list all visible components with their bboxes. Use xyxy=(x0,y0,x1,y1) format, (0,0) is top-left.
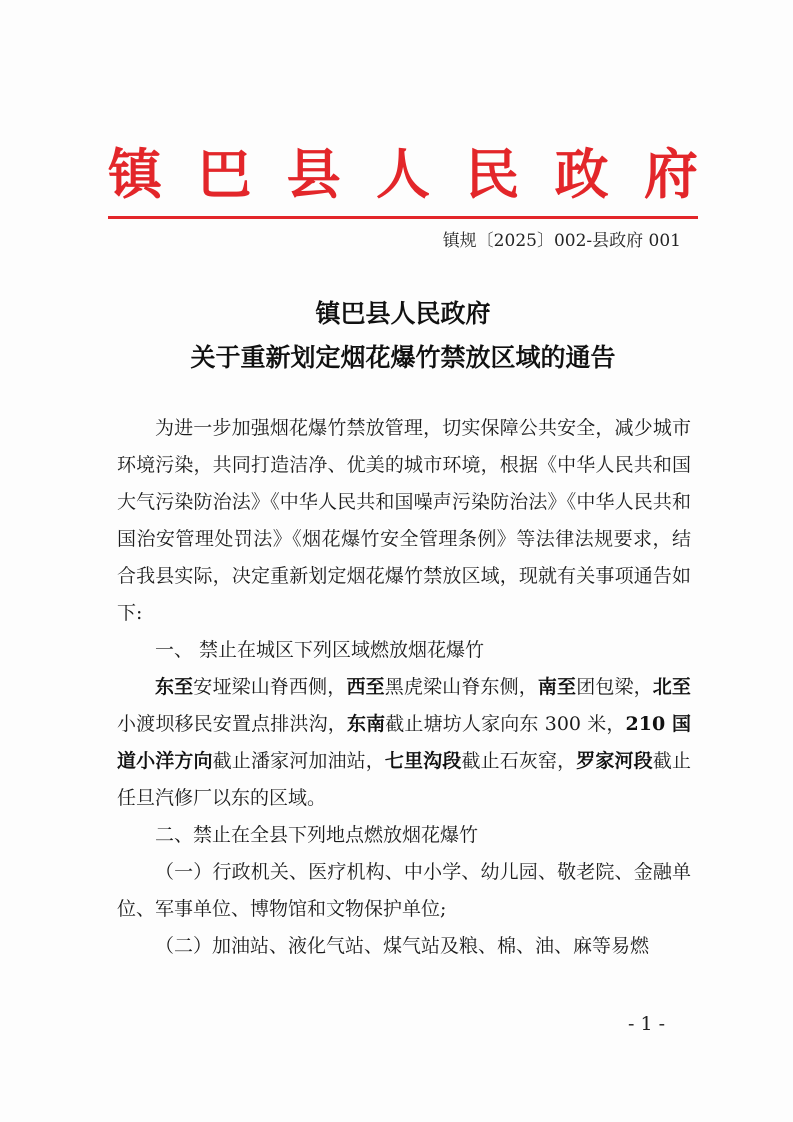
header-char: 镇 xyxy=(108,142,162,206)
header-char: 县 xyxy=(286,142,341,206)
header-char: 巴 xyxy=(197,142,252,206)
section-2-heading: 二、禁止在全县下列地点燃放烟花爆竹 xyxy=(155,824,479,846)
page-number: - 1 - xyxy=(628,1013,666,1035)
document-title-line-2: 关于重新划定烟花爆竹禁放区域的通告 xyxy=(190,343,616,372)
boundary-label: 南至 xyxy=(537,676,577,698)
document-body xyxy=(117,410,691,965)
boundary-text: 黑虎梁山脊东侧， xyxy=(384,676,538,698)
header-char: 政 xyxy=(554,142,609,206)
boundary-text: 截止石灰窑， xyxy=(461,750,577,772)
header-char: 民 xyxy=(465,142,520,206)
boundary-text: 团包梁， xyxy=(576,676,653,698)
section-2-item-2: （二）加油站、液化气站、煤气站及粮、棉、油、麻等易燃 xyxy=(155,935,650,957)
document-title-line-1: 镇巴县人民政府 xyxy=(315,299,491,328)
boundary-text: 截止潘家河加油站， xyxy=(212,750,385,772)
boundary-label: 210 国道小洋方向 xyxy=(117,713,691,772)
boundary-label: 北至 xyxy=(652,676,691,698)
section-1-heading: 一、 禁止在城区下列区域燃放烟花爆竹 xyxy=(155,639,485,661)
boundary-label: 七里沟段 xyxy=(384,750,462,772)
boundary-label: 西至 xyxy=(346,676,385,698)
section-2-item-1: （一）行政机关、医疗机构、中小学、幼儿园、敬老院、金融单位、军事单位、博物馆和文物保护单位; xyxy=(117,861,691,920)
boundary-text: 安垭梁山脊西侧， xyxy=(193,676,347,698)
header-char: 府 xyxy=(643,142,698,206)
header-red-divider xyxy=(108,216,698,219)
intro-paragraph: 为进一步加强烟花爆竹禁放管理，切实保障公共安全，减少城市环境污染，共同打造洁净、优美的城市环境，根据《中华人民共和国大气污染防治法》《中华人民共和国噪声污染防治法》《中华人民共和国治安管理处罚法》《烟花爆竹安全管理条例》等法律法规要求，结合我县实际，决定重新划定烟花爆竹禁放区域，现就有关事项通告如下: xyxy=(117,417,691,624)
section-1-boundaries xyxy=(117,669,691,817)
boundary-label: 罗家河段 xyxy=(576,750,653,772)
issuing-authority-header xyxy=(108,142,698,206)
boundary-text: 小渡坝移民安置点排洪沟， xyxy=(117,713,347,735)
boundary-label: 东南 xyxy=(346,713,386,735)
boundary-text: 截止任旦汽修厂以东的区域。 xyxy=(117,750,691,809)
header-char: 人 xyxy=(375,142,430,206)
boundary-label: 东至 xyxy=(155,676,194,698)
document-number: 镇规〔2025〕002-县政府 001 xyxy=(442,231,681,251)
boundary-text: 截止塘坊人家向东 300 米， xyxy=(385,713,626,735)
